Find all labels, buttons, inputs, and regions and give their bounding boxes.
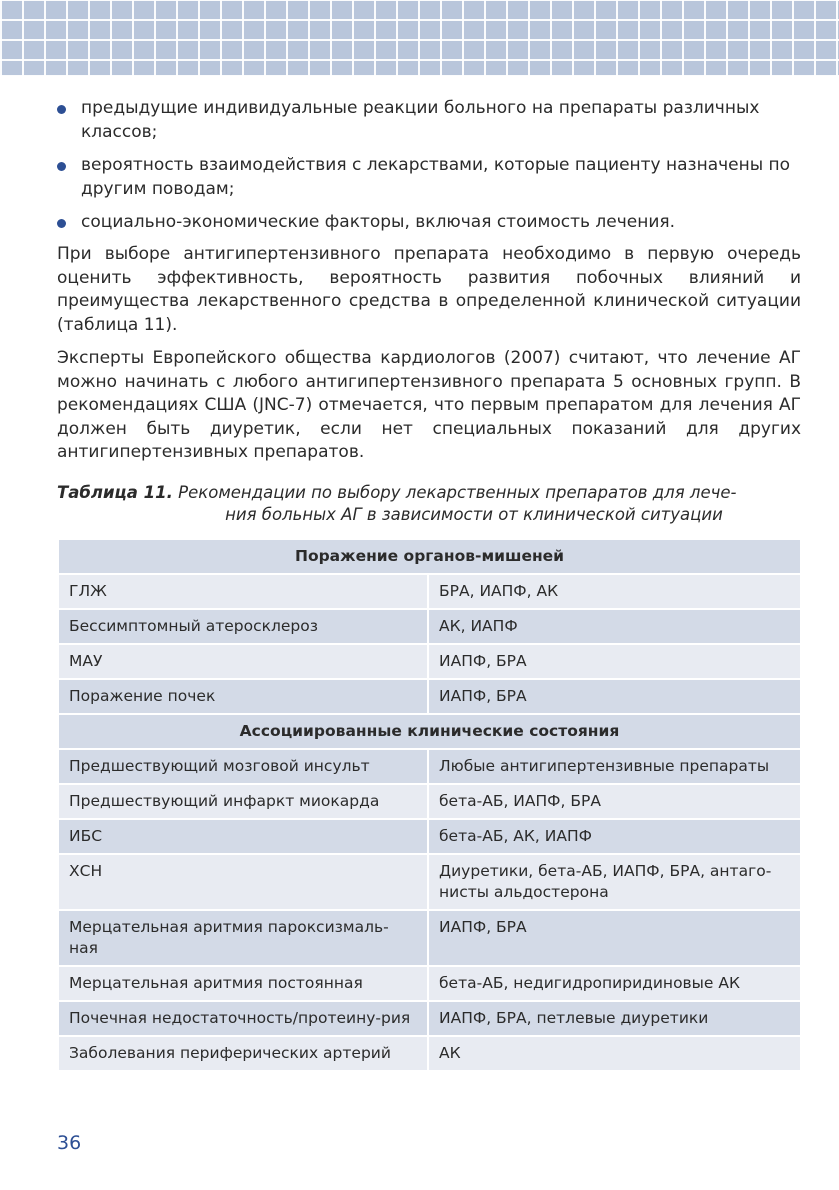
condition-cell: МАУ bbox=[58, 644, 428, 679]
condition-cell: Мерцательная аритмия постоянная bbox=[58, 966, 428, 1001]
bullet-text: социально-экономические факторы, включая стоимость лечения. bbox=[81, 212, 676, 232]
condition-cell: Поражение почек bbox=[58, 679, 428, 714]
table-row bbox=[58, 749, 801, 784]
table-section-header bbox=[58, 539, 801, 574]
table-row bbox=[58, 574, 801, 609]
drugs-cell: ИАПФ, БРА bbox=[428, 910, 801, 966]
drugs-cell: АК bbox=[428, 1036, 801, 1071]
caption-label: Таблица 11. bbox=[57, 482, 173, 502]
table-row bbox=[58, 819, 801, 854]
page-content bbox=[57, 96, 801, 1072]
caption-text-line2: ния больных АГ в зависимости от клинической ситуации bbox=[225, 504, 723, 524]
drugs-cell: Диуретики, бета-АБ, ИАПФ, БРА, антаго-нисты альдостерона bbox=[428, 854, 801, 910]
list-item bbox=[57, 210, 801, 234]
condition-cell: Предшествующий инфаркт миокарда bbox=[58, 784, 428, 819]
table-section-header bbox=[58, 714, 801, 749]
drugs-cell: Любые антигипертензивные препараты bbox=[428, 749, 801, 784]
condition-cell: Почечная недостаточность/протеину-рия bbox=[58, 1001, 428, 1036]
drugs-cell: бета-АБ, недигидропиридиновые АК bbox=[428, 966, 801, 1001]
table-row bbox=[58, 966, 801, 1001]
paragraph: Эксперты Европейского общества кардиологов (2007) считают, что лечение АГ можно начинать с любого антигипертензивного препарата 5 основных групп. В рекомендациях США (JNC-7) отмечается, что первым препаратом для лечения АГ должен быть диуретик, если нет специальных показаний для других антигипертензивных препаратов. bbox=[57, 348, 801, 462]
condition-cell: ГЛЖ bbox=[58, 574, 428, 609]
section-title: Поражение органов-мишеней bbox=[58, 539, 801, 574]
bullet-list bbox=[57, 96, 801, 234]
bullet-text: вероятность взаимодействия с лекарствами, которые пациенту назначены по другим поводам; bbox=[81, 155, 791, 199]
caption-text-line1: Рекомендации по выбору лекарственных препаратов для лече- bbox=[178, 482, 737, 502]
page-number: 36 bbox=[57, 1132, 82, 1154]
condition-cell: Заболевания периферических артерий bbox=[58, 1036, 428, 1071]
table-row bbox=[58, 1036, 801, 1071]
table-caption bbox=[57, 482, 801, 526]
drugs-cell: ИАПФ, БРА bbox=[428, 679, 801, 714]
table-row bbox=[58, 910, 801, 966]
table-row bbox=[58, 1001, 801, 1036]
list-item bbox=[57, 153, 801, 201]
section-title: Ассоциированные клинические состояния bbox=[58, 714, 801, 749]
bullet-icon bbox=[57, 105, 66, 114]
condition-cell: Бессимптомный атеросклероз bbox=[58, 609, 428, 644]
drugs-cell: АК, ИАПФ bbox=[428, 609, 801, 644]
condition-cell: ХСН bbox=[58, 854, 428, 910]
paragraph: При выборе антигипертензивного препарата необходимо в первую очередь оценить эффективность, вероятность развития побочных влияний и преимущества лекарственного средства в определенной клинической ситуации (таблица 11). bbox=[57, 244, 801, 335]
condition-cell: Предшествующий мозговой инсульт bbox=[58, 749, 428, 784]
drugs-cell: бета-АБ, ИАПФ, БРА bbox=[428, 784, 801, 819]
table-row bbox=[58, 609, 801, 644]
recommendations-table bbox=[57, 538, 802, 1072]
drugs-cell: ИАПФ, БРА, петлевые диуретики bbox=[428, 1001, 801, 1036]
bullet-icon bbox=[57, 219, 66, 228]
table-row bbox=[58, 854, 801, 910]
table-row bbox=[58, 644, 801, 679]
table-row bbox=[58, 784, 801, 819]
drugs-cell: бета-АБ, АК, ИАПФ bbox=[428, 819, 801, 854]
header-decorative-band bbox=[0, 0, 839, 76]
table-row bbox=[58, 679, 801, 714]
condition-cell: Мерцательная аритмия пароксизмаль-ная bbox=[58, 910, 428, 966]
drugs-cell: БРА, ИАПФ, АК bbox=[428, 574, 801, 609]
list-item bbox=[57, 96, 801, 144]
bullet-icon bbox=[57, 162, 66, 171]
condition-cell: ИБС bbox=[58, 819, 428, 854]
drugs-cell: ИАПФ, БРА bbox=[428, 644, 801, 679]
bullet-text: предыдущие индивидуальные реакции больного на препараты различных классов; bbox=[81, 98, 760, 142]
